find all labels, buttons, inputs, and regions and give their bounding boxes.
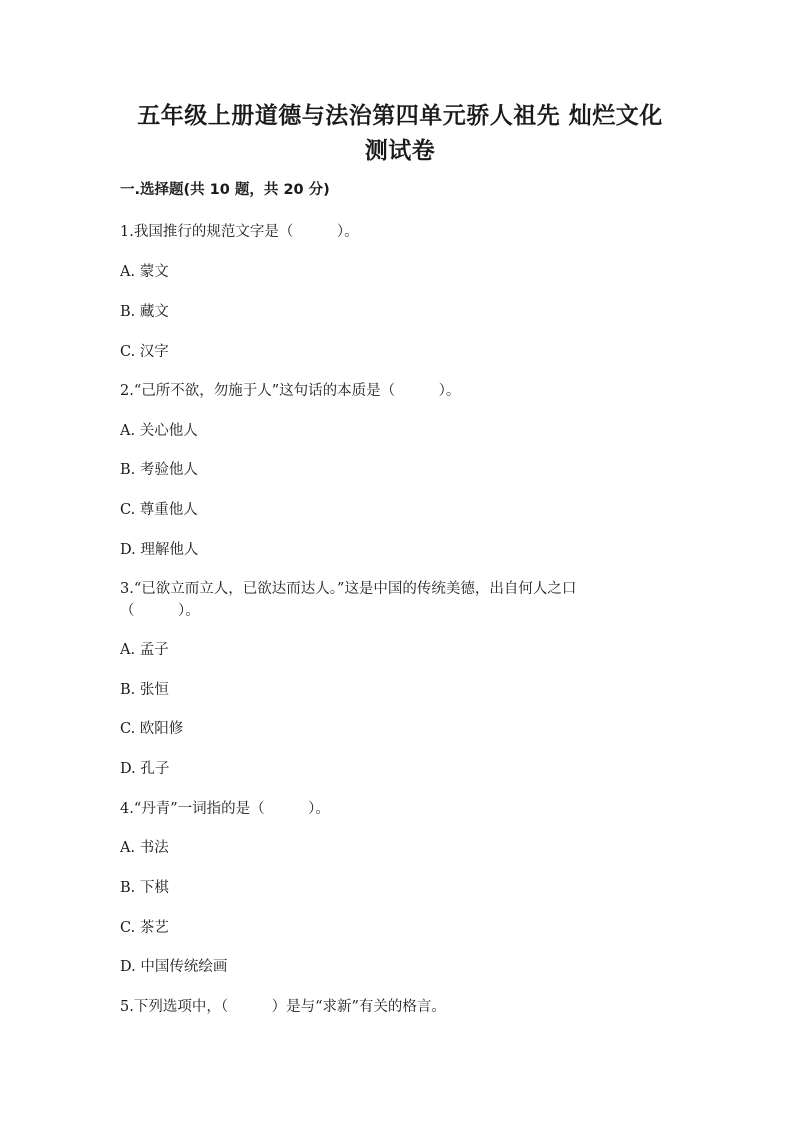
question-2-stem: 2.“己所不欲，勿施于人”这句话的本质是（ ）。: [120, 383, 461, 399]
question-3-stem: 3.“已欲立而立人，已欲达而达人。”这是中国的传统美德，出自何人之口: [120, 581, 577, 597]
question-3-stem-continued: （ ）。: [120, 603, 200, 619]
question-3-option-c[interactable]: C. 欧阳修: [120, 721, 184, 737]
question-1-option-b[interactable]: B. 藏文: [120, 304, 169, 320]
exam-title: 五年级上册道德与法治第四单元骄人祖先 灿烂文化: [137, 103, 663, 129]
question-4-stem: 4.“丹青”一词指的是（ ）。: [120, 801, 330, 817]
question-2-option-d[interactable]: D. 理解他人: [120, 542, 199, 558]
question-2-option-b[interactable]: B. 考验他人: [120, 462, 198, 478]
question-5-stem: 5.下列选项中，（ ）是与“求新”有关的格言。: [120, 999, 446, 1015]
question-4-option-b[interactable]: B. 下棋: [120, 880, 169, 896]
question-3-option-a[interactable]: A. 孟子: [120, 642, 169, 658]
exam-subtitle: 测试卷: [364, 138, 436, 164]
question-3-option-b[interactable]: B. 张恒: [120, 682, 169, 698]
question-4-option-c[interactable]: C. 茶艺: [120, 920, 169, 936]
question-2-option-c[interactable]: C. 尊重他人: [120, 502, 198, 518]
question-1-stem: 1.我国推行的规范文字是（ ）。: [120, 224, 359, 240]
question-1-option-c[interactable]: C. 汉字: [120, 344, 169, 360]
question-4-option-d[interactable]: D. 中国传统绘画: [120, 959, 228, 975]
question-3-option-d[interactable]: D. 孔子: [120, 761, 170, 777]
question-4-option-a[interactable]: A. 书法: [120, 840, 169, 856]
question-1-option-a[interactable]: A. 蒙文: [120, 264, 169, 280]
section-heading: 一.选择题(共 10 题，共 20 分): [120, 182, 330, 198]
question-2-option-a[interactable]: A. 关心他人: [120, 423, 198, 439]
